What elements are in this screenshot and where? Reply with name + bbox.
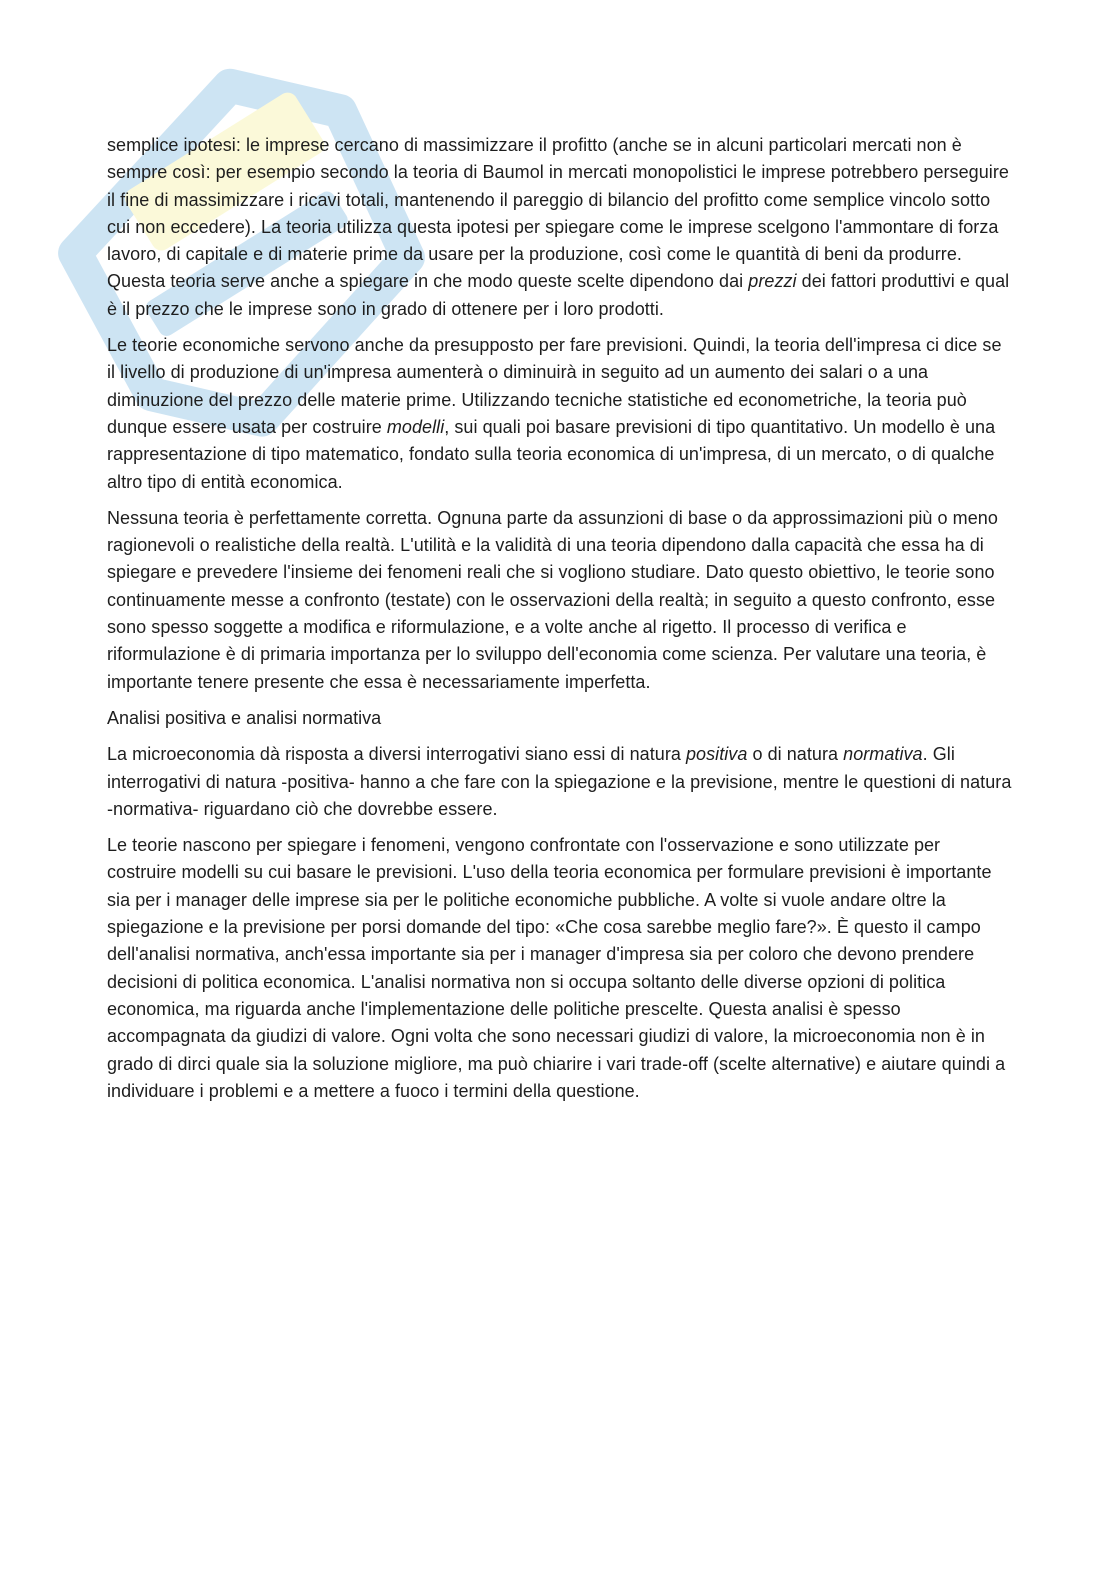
document-page xyxy=(107,132,1012,1114)
paragraph-2-emphasis: modelli xyxy=(386,416,445,437)
paragraph-2-text-end: , sui quali poi basare previsioni di tipo quantitativo. Un modello è una rappresentazione di tipo matematico, fondato sulla teoria economica di un'impresa, di un mercato, o di qualche altro tipo di entità economica. xyxy=(107,416,996,492)
paragraph-4-text-c: . Gli interrogativi di natura -positiva- hanno a che fare con la spiegazione e la previsione, mentre le questioni di natura -normativa- riguardano ciò che dovrebbe essere. xyxy=(107,744,1012,819)
paragraph-4 xyxy=(107,741,1012,823)
paragraph-1-text-end: dei fattori produttivi e qual è il prezzo che le imprese sono in grado di ottenere per i loro prodotti. xyxy=(107,271,1010,319)
paragraph-4-emphasis-positiva: positiva xyxy=(685,744,748,765)
paragraph-4-text-a: La microeconomia dà risposta a diversi interrogativi siano essi di natura xyxy=(107,744,686,765)
paragraph-5: Le teorie nascono per spiegare i fenomeni, vengono confrontate con l'osservazione e sono utilizzate per costruire modelli su cui basare le previsioni. L'uso della teoria economica per formulare previsioni è importante sia per i manager delle imprese sia per le politiche economiche pubbliche. A volte si vuole andare oltre la spiegazione e la previsione per porsi domande del tipo: «Che cosa sarebbe meglio fare?». È questo il campo dell'analisi normativa, anch'essa importante sia per i manager d'impresa sia per coloro che devono prendere decisioni di politica economica. L'analisi normativa non si occupa soltanto delle diverse opzioni di politica economica, ma riguarda anche l'implementazione delle politiche prescelte. Questa analisi è spesso accompagnata da giudizi di valore. Ogni volta che sono necessari giudizi di valore, la microeconomia non è in grado di dirci quale sia la soluzione migliore, ma può chiarire i vari trade-off (scelte alternative) e aiutare quindi a individuare i problemi e a mettere a fuoco i termini della questione. xyxy=(107,835,1006,1101)
paragraph-2-text: Le teorie economiche servono anche da presupposto per fare previsioni. Quindi, la teoria dell'impresa ci dice se il livello di produzione di un'impresa aumenterà o diminuirà in seguito ad un aumento dei salari o a una diminuzione del prezzo delle materie prime. Utilizzando tecniche statistiche ed econometriche, la teoria può dunque essere usata per costruire xyxy=(107,335,1002,437)
paragraph-1 xyxy=(107,132,1012,323)
paragraph-4-emphasis-normativa: normativa xyxy=(843,744,923,765)
paragraph-2 xyxy=(107,332,1012,496)
paragraph-3: Nessuna teoria è perfettamente corretta. Ognuna parte da assunzioni di base o da approssimazioni più o meno ragionevoli o realistiche della realtà. L'utilità e la validità di una teoria dipendono dalla capacità che essa ha di spiegare e prevedere l'insieme dei fenomeni reali che si vogliono studiare. Dato questo obiettivo, le teorie sono continuamente messe a confronto (testate) con le osservazioni della realtà; in seguito a questo confronto, esse sono spesso soggette a modifica e riformulazione, e a volte anche al rigetto. Il processo di verifica e riformulazione è di primaria importanza per lo sviluppo dell'economia come scienza. Per valutare una teoria, è importante tenere presente che essa è necessariamente imperfetta. xyxy=(107,507,998,692)
paragraph-1-text: semplice ipotesi: le imprese cercano di massimizzare il profitto (anche se in alcuni particolari mercati non è sempre così: per esempio secondo la teoria di Baumol in mercati monopolistici le imprese potrebbero perseguire il fine di massimizzare i ricavi totali, mantenendo il pareggio di bilancio del profitto come semplice vincolo sotto cui non eccedere). La teoria utilizza questa ipotesi per spiegare come le imprese scelgono l'ammontare di forza lavoro, di capitale e di materie prime da usare per la produzione, così come le quantità di beni da produrre. Questa teoria serve anche a spiegare in che modo queste scelte dipendono dai xyxy=(107,135,1009,292)
paragraph-4-text-b: o di natura xyxy=(747,744,844,765)
paragraph-1-emphasis: prezzi xyxy=(748,271,797,292)
section-heading: Analisi positiva e analisi normativa xyxy=(107,707,382,728)
